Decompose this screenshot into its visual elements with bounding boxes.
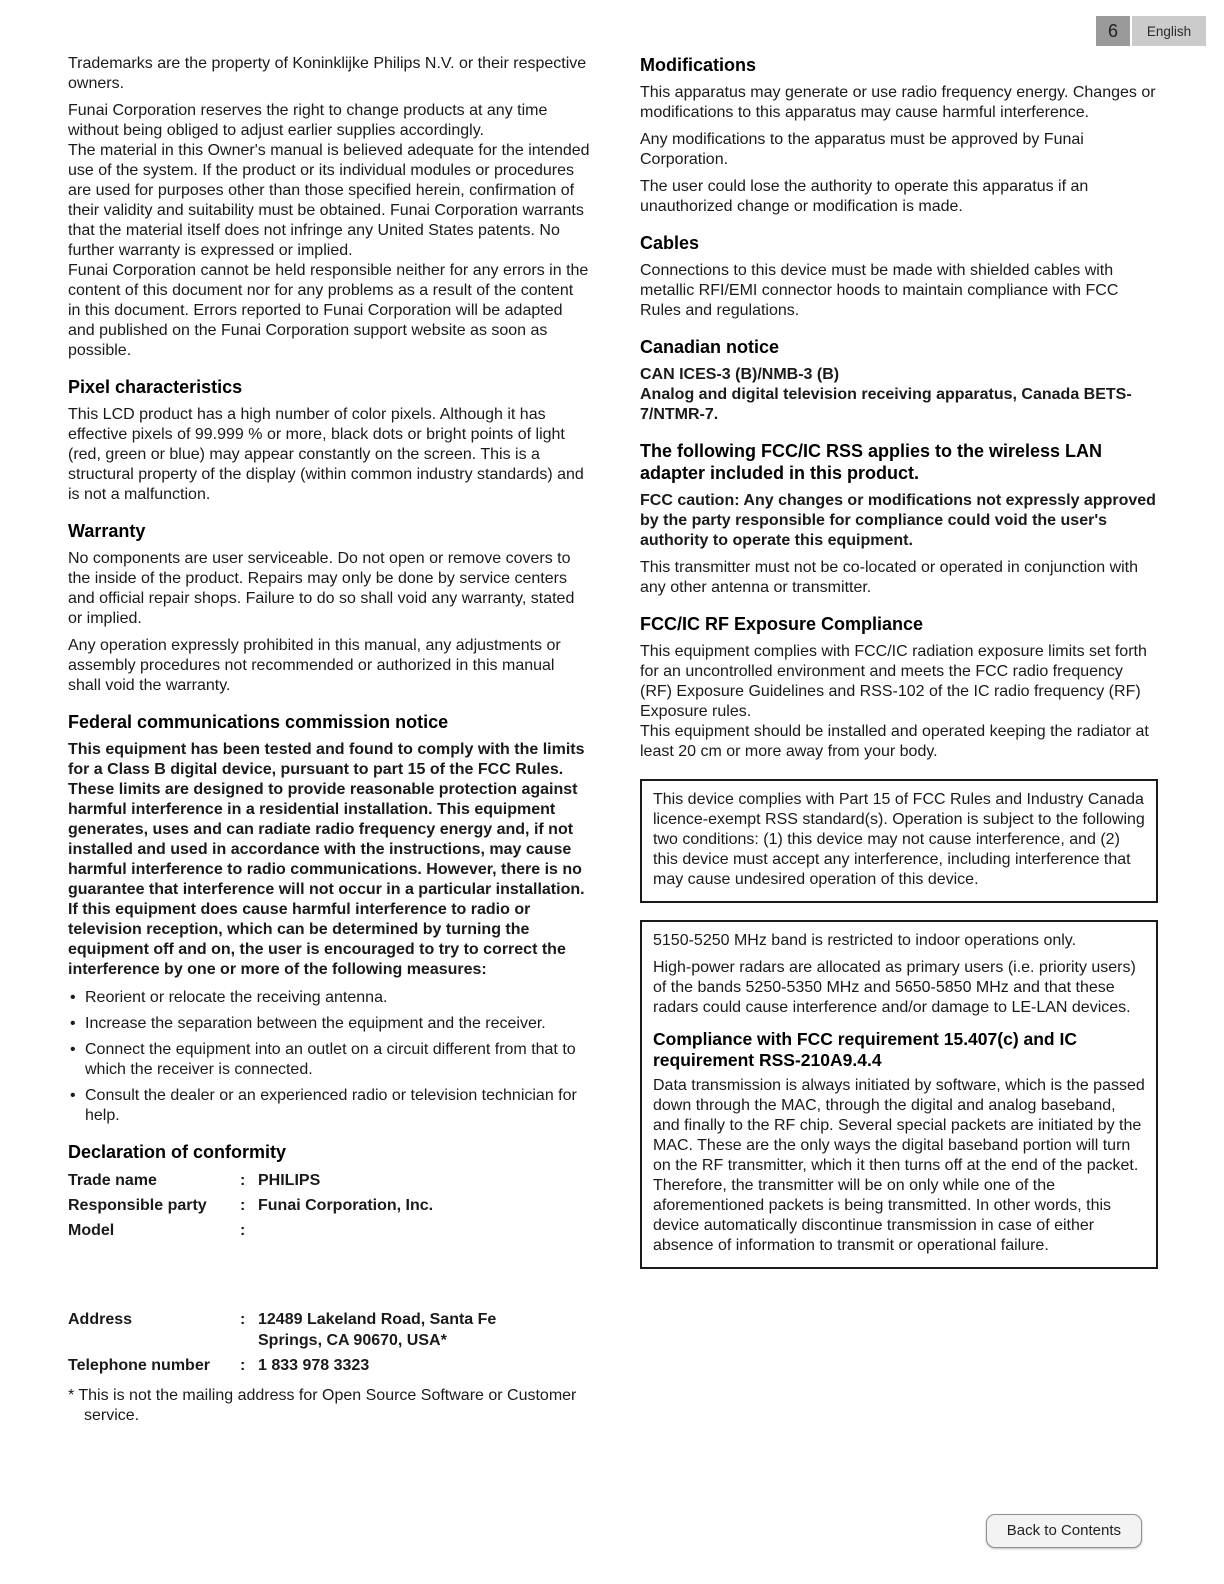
table-row (68, 1220, 590, 1241)
declaration-table (68, 1170, 590, 1376)
declaration-colon: : (240, 1197, 246, 1214)
declaration-colon: : (240, 1172, 246, 1189)
paragraph-part15: This device complies with Part 15 of FCC Rules and Industry Canada licence-exempt RSS standard(s). Operation is subject to the following two conditions: (1) this device may not cause interference, and (2) this device must accept any interference, including interference that may cause undesired operation of this device. (653, 791, 1145, 888)
left-column (68, 54, 590, 1426)
heading-wireless-lan-rss: The following FCC/IC RSS applies to the wireless LAN adapter included in this product. (640, 441, 1103, 483)
page-number-badge: 6 (1096, 16, 1130, 46)
declaration-label: Model (68, 1222, 115, 1239)
paragraph-modifications-2: Any modifications to the apparatus must be approved by Funai Corporation. (640, 131, 1084, 168)
declaration-colon: : (240, 1357, 246, 1374)
content-columns (68, 54, 1158, 1426)
table-row (68, 1355, 590, 1376)
paragraph-warranty-2: Any operation expressly prohibited in this manual, any adjustments or assembly procedures not recommended or authorized in this manual shall void the warranty. (68, 637, 561, 694)
heading-modifications: Modifications (640, 55, 756, 75)
declaration-label: Telephone number (68, 1357, 210, 1374)
language-badge: English (1132, 16, 1206, 46)
heading-pixel-characteristics: Pixel characteristics (68, 377, 243, 397)
declaration-model-space (68, 1245, 590, 1309)
paragraph-transmitter: This transmitter must not be co-located or operated in conjunction with any other antenna or transmitter. (640, 559, 1139, 596)
declaration-label: Address (68, 1311, 133, 1328)
paragraph-can-ices: CAN ICES-3 (B)/NMB-3 (B) (640, 366, 840, 383)
paragraph-material-adequate: The material in this Owner's manual is believed adequate for the intended use of the system. If the product or its individual modules or procedures are used for purposes other than those specified herein, confirmation of their validity and suitability must be obtained. Funai Corporation warrants that the material itself does not infringe any United States patents. No further warranty is expressed or implied. (68, 142, 590, 259)
paragraph-exposure-2: This equipment should be installed and operated keeping the radiator at least 20 cm or more away from your body. (640, 723, 1149, 760)
part15-notice-box (640, 779, 1158, 903)
fcc-measures-list (68, 988, 590, 1126)
paragraph-high-power-radars: High-power radars are allocated as primary users (i.e. priority users) of the bands 5250-5350 MHz and 5650-5850 MHz and that these radars could cause interference and/or damage to LE-LAN devices. (653, 959, 1136, 1016)
back-to-contents-button[interactable]: Back to Contents (986, 1514, 1142, 1548)
heading-cables: Cables (640, 233, 700, 253)
declaration-label: Responsible party (68, 1197, 207, 1214)
paragraph-modifications-3: The user could lose the authority to operate this apparatus if an unauthorized change or modification is made. (640, 178, 1089, 215)
paragraph-funai-rights: Funai Corporation reserves the right to change products at any time without being obliged to adjust earlier supplies accordingly. (68, 102, 548, 139)
paragraph-band-restriction: 5150-5250 MHz band is restricted to indoor operations only. (653, 932, 1077, 949)
declaration-value: 12489 Lakeland Road, Santa Fe Springs, CA 90670, USA* (258, 1311, 497, 1349)
declaration-colon: : (240, 1222, 246, 1239)
list-item: • Reorient or relocate the receiving antenna. (68, 988, 590, 1008)
paragraph-fcc-notice: This equipment has been tested and found to comply with the limits for a Class B digital device, pursuant to part 15 of the FCC Rules. These limits are designed to provide reasonable protection against harmful interference in a residential installation. This equipment generates, uses and can radiate radio frequency energy and, if not installed and used in accordance with the instructions, may cause harmful interference to radio communications. However, there is no guarantee that interference will not occur in a particular installation. If this equipment does cause harmful interference to radio or television reception, which can be determined by turning the equipment off and on, the user is encouraged to try to correct the interference by one or more of the following measures: (68, 741, 585, 978)
declaration-footnote: * This is not the mailing address for Open Source Software or Customer service. (68, 1387, 577, 1424)
list-item: • Increase the separation between the equipment and the receiver. (68, 1014, 590, 1034)
declaration-value: 1 833 978 3323 (258, 1357, 370, 1374)
table-row (68, 1170, 590, 1191)
paragraph-fcc-caution: FCC caution: Any changes or modifications not expressly approved by the party responsible for compliance could void the user's authority to operate this equipment. (640, 492, 1156, 549)
declaration-colon: : (240, 1311, 246, 1328)
paragraph-data-transmission: Data transmission is always initiated by software, which is the passed down through the MAC, through the digital and analog baseband, and finally to the RF chip. Several special packets are initiated by the MAC. These are the only ways the digital baseband portion will turn on the RF transmitter, which it then turns off at the end of the packet. Therefore, the transmitter will be on only while one of the aforementioned packets is being transmitted. In other words, this device automatically discontinue transmission in case of either absence of information to transmit or operational failure. (653, 1077, 1145, 1254)
right-column (640, 54, 1158, 1426)
declaration-value: Funai Corporation, Inc. (258, 1197, 434, 1214)
declaration-value: PHILIPS (258, 1172, 321, 1189)
list-item: • Consult the dealer or an experienced radio or television technician for help. (68, 1086, 590, 1126)
paragraph-errors-responsibility: Funai Corporation cannot be held responsible neither for any errors in the content of this document nor for any problems as a result of the content in this document. Errors reported to Funai Corporation will be adapted and published on the Funai Corporation support website as soon as possible. (68, 262, 589, 359)
heading-fcc-notice: Federal communications commission notice (68, 712, 449, 732)
declaration-value (258, 1220, 528, 1241)
declaration-label: Trade name (68, 1172, 157, 1189)
paragraph-exposure-1: This equipment complies with FCC/IC radiation exposure limits set forth for an uncontrolled environment and meets the FCC radio frequency (RF) Exposure Guidelines and RSS-102 of the IC radio frequency (RF) Exposure rules. (640, 643, 1147, 720)
heading-warranty: Warranty (68, 521, 146, 541)
table-row (68, 1195, 590, 1216)
heading-compliance-15407c: Compliance with FCC requirement 15.407(c) and IC requirement RSS-210A9.4.4 (653, 1029, 1077, 1070)
heading-rf-exposure: FCC/IC RF Exposure Compliance (640, 614, 924, 634)
paragraph-bets: Analog and digital television receiving apparatus, Canada BETS-7/NTMR-7. (640, 386, 1132, 423)
paragraph-cables: Connections to this device must be made with shielded cables with metallic RFI/EMI connector hoods to maintain compliance with FCC Rules and regulations. (640, 262, 1119, 319)
heading-declaration-of-conformity: Declaration of conformity (68, 1142, 287, 1162)
list-item: • Connect the equipment into an outlet on a circuit different from that to which the receiver is connected. (68, 1040, 590, 1080)
paragraph-modifications-1: This apparatus may generate or use radio frequency energy. Changes or modifications to this apparatus may cause harmful interference. (640, 84, 1156, 121)
paragraph-trademarks: Trademarks are the property of Koninklijke Philips N.V. or their respective owners. (68, 55, 587, 92)
table-row (68, 1309, 590, 1351)
paragraph-pixel-characteristics: This LCD product has a high number of color pixels. Although it has effective pixels of 99.999 % or more, black dots or bright points of light (red, green or blue) may appear constantly on the screen. This is a structural property of the display (within common industry standards) and is not a malfunction. (68, 406, 584, 503)
paragraph-warranty-1: No components are user serviceable. Do not open or remove covers to the inside of the product. Repairs may only be done by service centers and official repair shops. Failure to do so shall void any warranty, stated or implied. (68, 550, 575, 627)
heading-canadian-notice: Canadian notice (640, 337, 780, 357)
band-restriction-notice-box (640, 920, 1158, 1269)
